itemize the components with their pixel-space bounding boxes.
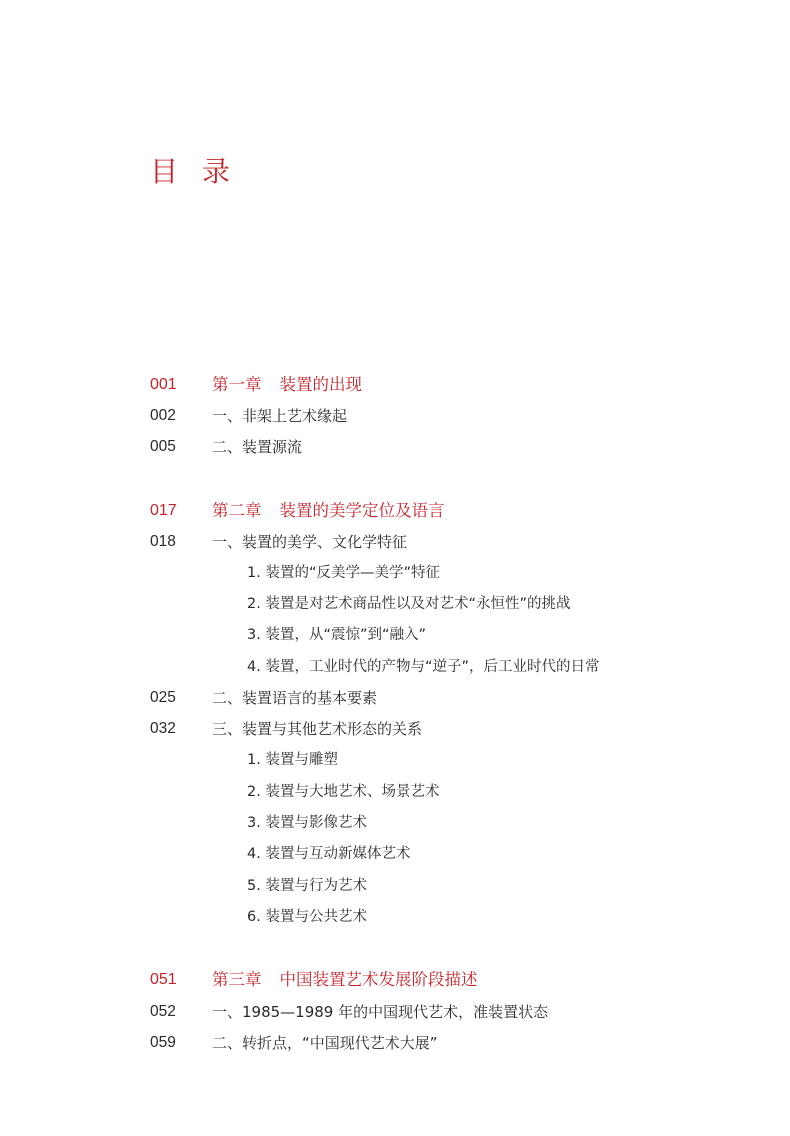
page-title (150, 150, 230, 190)
toc-entry-text (212, 499, 445, 523)
toc-entry-text: 一、非架上艺术缘起 (212, 407, 348, 425)
chapter-title: 装置的美学定位及语言 (279, 501, 445, 520)
chapter-label: 第三章 (212, 970, 262, 989)
toc-entry-text: 2. 装置与大地艺术、场景艺术 (247, 784, 440, 800)
toc-page-number: 017 (150, 502, 177, 519)
toc-entry-text: 2. 装置是对艺术商品性以及对艺术“永恒性”的挑战 (247, 596, 571, 612)
toc-entry-text: 1. 装置的“反美学—美学”特征 (247, 565, 440, 581)
toc-entry-text: 3. 装置，从“震惊”到“融入” (247, 627, 426, 643)
toc-entry-text: 三、装置与其他艺术形态的关系 (212, 720, 423, 738)
toc-entry-text: 一、装置的美学、文化学特征 (212, 533, 408, 551)
toc-entry-text: 5. 装置与行为艺术 (247, 878, 367, 894)
toc-entry-text: 二、装置源流 (212, 438, 303, 456)
chapter-label: 第二章 (212, 501, 262, 520)
toc-page-number: 052 (150, 1003, 176, 1020)
toc-page-number: 001 (150, 376, 177, 393)
toc-page-number: 059 (150, 1034, 176, 1051)
toc-page-number: 025 (150, 689, 176, 706)
toc-page-number: 002 (150, 407, 176, 424)
page-title-char-2: 录 (202, 155, 231, 188)
toc-page-number: 005 (150, 438, 176, 455)
toc-entry-text: 二、装置语言的基本要素 (212, 689, 378, 707)
toc-entry-text (212, 373, 362, 397)
page-title-char-1: 目 (150, 155, 179, 188)
toc-entry-text: 1. 装置与雕塑 (247, 752, 338, 768)
chapter-title: 中国装置艺术发展阶段描述 (279, 970, 478, 989)
chapter-label: 第一章 (212, 375, 262, 394)
toc-page-number: 032 (150, 720, 176, 737)
toc-entry-text: 4. 装置，工业时代的产物与“逆子”，后工业时代的日常 (247, 659, 600, 675)
toc-page-number: 018 (150, 533, 176, 550)
toc-entry-text: 一、1985—1989 年的中国现代艺术，准装置状态 (212, 1003, 549, 1021)
toc-entry-text: 3. 装置与影像艺术 (247, 815, 367, 831)
chapter-title: 装置的出现 (279, 375, 362, 394)
toc-entry-text (212, 968, 478, 992)
toc-entry-text: 6. 装置与公共艺术 (247, 909, 367, 925)
toc-entry-text: 4. 装置与互动新媒体艺术 (247, 846, 411, 862)
toc-entry-text: 二、转折点，“中国现代艺术大展” (212, 1034, 438, 1052)
toc-page-number: 051 (150, 971, 177, 988)
